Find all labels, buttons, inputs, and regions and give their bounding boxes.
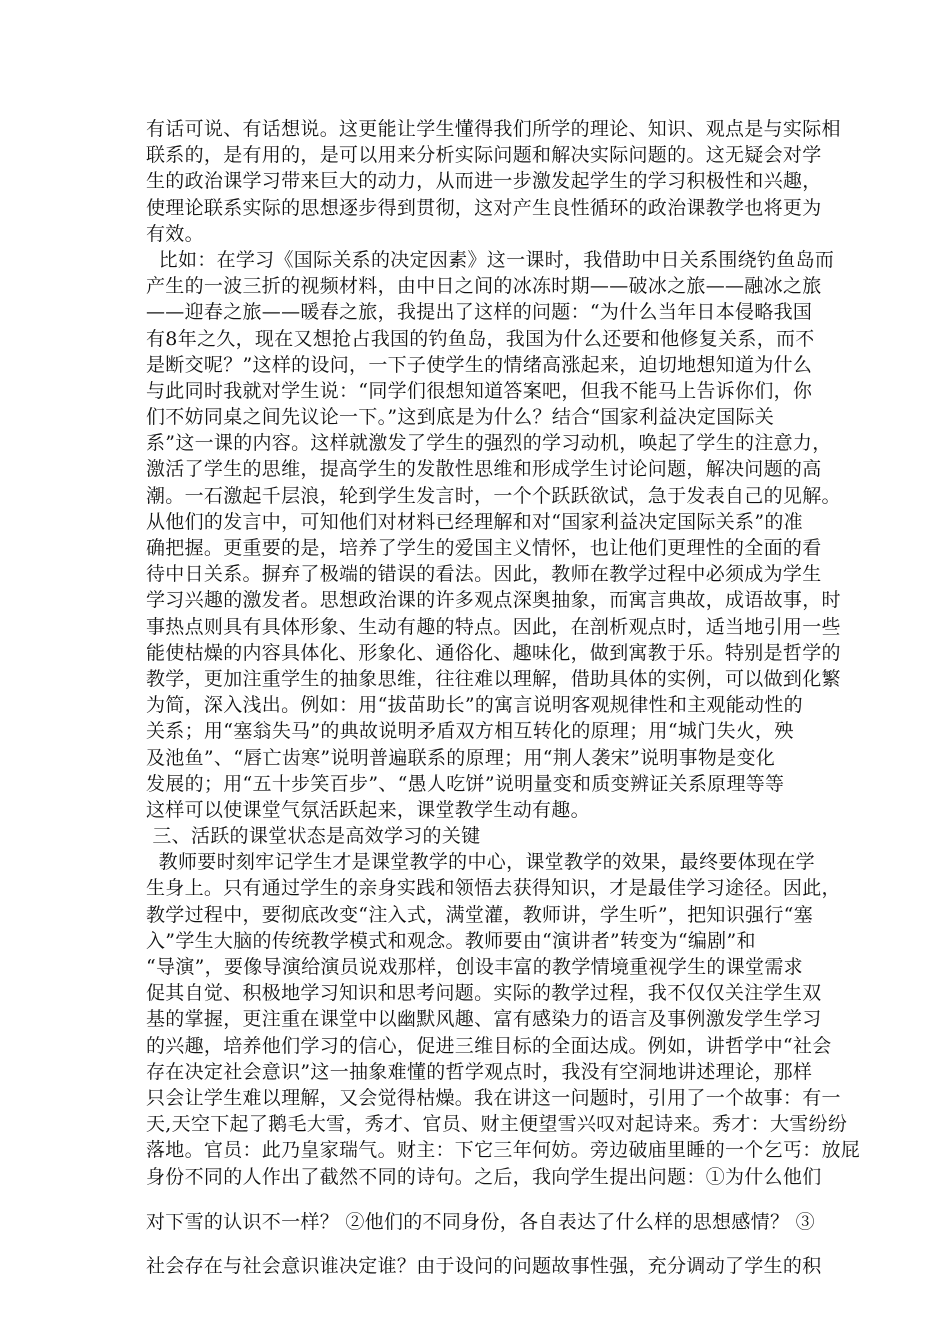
body-text-line: 们不妨同桌之间先议论一下。”这到底是为什么？结合“国家利益决定国际关 <box>146 406 775 429</box>
body-text-line: ——迎春之旅——暖春之旅，我提出了这样的问题：“为什么当年日本侵略我国 <box>146 301 813 324</box>
body-text-line: 确把握。更重要的是，培养了学生的爱国主义情怀，也让他们更理性的全面的看 <box>146 537 822 559</box>
body-text-line: 有话可说、有话想说。这更能让学生懂得我们所学的理论、知识、观点是与实际相 <box>146 118 841 140</box>
body-text-line: 入”学生大脑的传统教学模式和观念。教师要由“演讲者”转变为“编剧”和 <box>146 929 756 952</box>
body-text-line: 社会存在与社会意识谁决定谁？由于设问的问题故事性强，充分调动了学生的积 <box>146 1254 822 1277</box>
body-text-line: 有8年之久，现在又想抢占我国的钓鱼岛，我国为什么还要和他修复关系，而不 <box>146 327 815 350</box>
body-text-line: 及池鱼”、“唇亡齿寒”说明普遍联系的原理；用“荆人袭宋”说明事物是变化 <box>146 746 776 769</box>
body-text-line: 使理论联系实际的思想逐步得到贯彻，这对产生良性循环的政治课教学也将更为 <box>146 196 822 219</box>
body-text-line: 产生的一波三折的视频材料，由中日之间的冰冻时期——破冰之旅——融冰之旅 <box>146 275 822 298</box>
body-text-line: 能使枯燥的内容具体化、形象化、通俗化、趣味化，做到寓教于乐。特别是哲学的 <box>146 641 841 664</box>
body-text-line: 与此同时我就对学生说：“同学们很想知道答案吧，但我不能马上告诉你们，你 <box>146 379 813 402</box>
body-text-line: 待中日关系。摒弃了极端的错误的看法。因此，教师在教学过程中必须成为学生 <box>146 563 822 586</box>
body-text-line: 促其自觉、积极地学习知识和思考问题。实际的教学过程，我不仅仅关注学生双 <box>146 982 822 1005</box>
body-text-line: 潮。一石激起千层浪，轮到学生发言时，一个个跃跃欲试，急于发表自己的见解。 <box>146 484 841 507</box>
section-heading: 三、活跃的课堂状态是高效学习的关键 <box>146 825 481 848</box>
body-text-line: 的兴趣，培养他们学习的信心，促进三维目标的全面达成。例如，讲哲学中“社会 <box>146 1034 832 1057</box>
body-text-line: 激活了学生的思维，提高学生的发散性思维和形成学生讨论问题，解决问题的高 <box>146 458 822 481</box>
body-text-line: 教学过程中，要彻底改变“注入式，满堂灌，教师讲，学生听”，把知识强行“塞 <box>146 903 813 926</box>
body-text-line: 联系的，是有用的，是可以用来分析实际问题和解决实际问题的。这无疑会对学 <box>146 144 822 167</box>
body-text-line: 关系；用“塞翁失马”的典故说明矛盾双方相互转化的原理；用“城门失火，殃 <box>146 720 794 743</box>
body-text-line: 生的政治课学习带来巨大的动力，从而进一步激发起学生的学习积极性和兴趣， <box>146 170 822 193</box>
body-text-line: 这样可以使课堂气氛活跃起来，课堂教学生动有趣。 <box>146 798 590 821</box>
document-page <box>146 116 861 1284</box>
body-text-line: 对下雪的认识不一样？ ②他们的不同身份，各自表达了什么样的思想感情？ ③ <box>146 1210 815 1233</box>
body-text-line: 有效。 <box>146 222 204 245</box>
body-text-line: 是断交呢？”这样的设问，一下子使学生的情绪高涨起来，迫切地想知道为什么 <box>146 353 813 376</box>
body-text-line: 教师要时刻牢记学生才是课堂教学的中心，课堂教学的效果，最终要体现在学 <box>146 851 815 874</box>
body-text-line: 教学，更加注重学生的抽象思维，往往难以理解，借助具体的实例，可以做到化繁 <box>146 667 841 690</box>
body-text-line: 事热点则具有具体形象、生动有趣的特点。因此，在剖析观点时，适当地引用一些 <box>146 615 841 638</box>
body-text-line: 生身上。只有通过学生的亲身实践和领悟去获得知识，才是最佳学习途径。因此， <box>146 877 841 900</box>
body-text-line: 从他们的发言中，可知他们对材料已经理解和对“国家利益决定国际关系”的准 <box>146 510 803 533</box>
body-text-line: 为简，深入浅出。例如：用“拔苗助长”的寓言说明客观规律性和主观能动性的 <box>146 694 803 717</box>
body-text-line: 发展的；用“五十步笑百步”、“愚人吃饼”说明量变和质变辨证关系原理等等 <box>146 772 785 795</box>
body-text-line: 基的掌握，更注重在课堂中以幽默风趣、富有感染力的语言及事例激发学生学习 <box>146 1008 822 1031</box>
body-text-line: 比如：在学习《国际关系的决定因素》这一课时，我借助中日关系围绕钓鱼岛而 <box>146 248 835 271</box>
body-text-line: 系”这一课的内容。这样就激发了学生的强烈的学习动机，唤起了学生的注意力， <box>146 432 832 455</box>
body-text-line: “导演”，要像导演给演员说戏那样，创设丰富的教学情境重视学生的课堂需求 <box>146 956 803 978</box>
body-text-line: 只会让学生难以理解，又会觉得枯燥。我在讲这一问题时，引用了一个故事：有一 <box>146 1086 841 1109</box>
body-text-line: 存在决定社会意识”这一抽象难懂的哲学观点时，我没有空洞地讲述理论，那样 <box>146 1060 813 1083</box>
body-text-line: 天,天空下起了鹅毛大雪，秀才、官员、财主便望雪兴叹对起诗来。秀才：大雪纷纷 <box>146 1113 848 1136</box>
body-text-line: 学习兴趣的激发者。思想政治课的许多观点深奥抽象，而寓言典故，成语故事，时 <box>146 589 841 612</box>
body-text-line: 落地。官员：此乃皇家瑞气。财主：下它三年何妨。旁边破庙里睡的一个乞丐：放屁 <box>146 1139 861 1162</box>
body-text-line: 身份不同的人作出了截然不同的诗句。之后，我向学生提出问题：①为什么他们 <box>146 1165 822 1188</box>
